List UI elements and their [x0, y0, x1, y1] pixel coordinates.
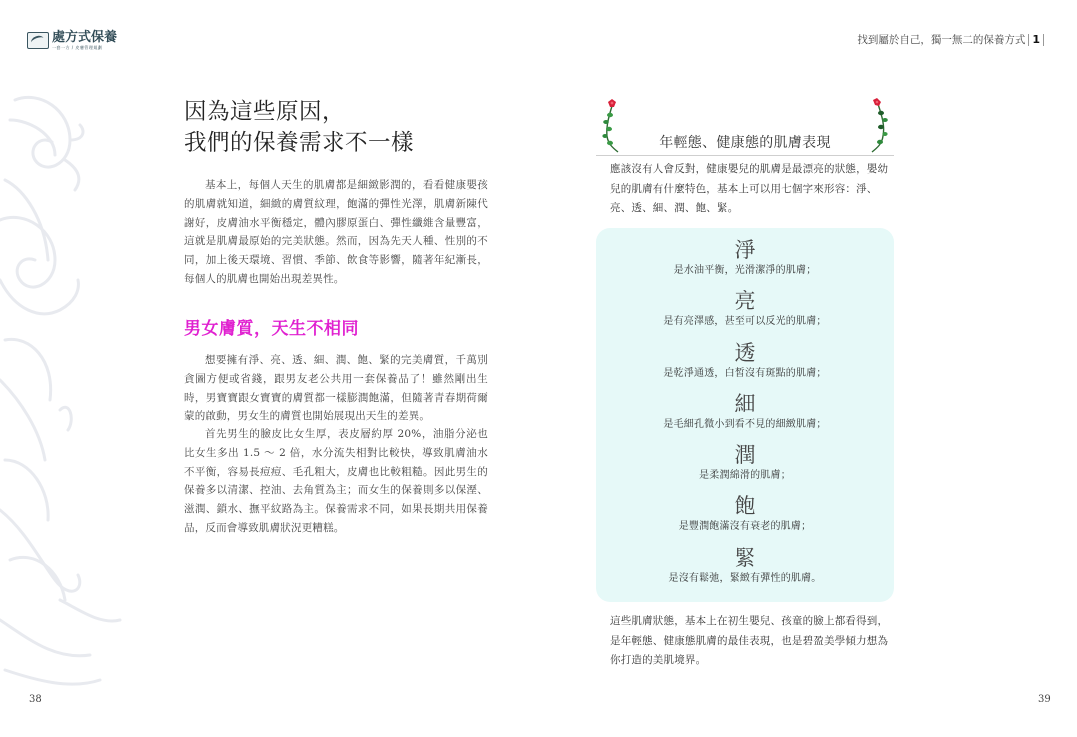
floral-ornament-icon	[0, 80, 130, 737]
trait-item	[663, 339, 826, 390]
box-title-area	[596, 98, 894, 154]
trait-desc: 是水油平衡，光滑潔淨的肌膚；	[673, 265, 817, 276]
box-title: 年輕態、健康態的肌膚表現	[659, 135, 831, 151]
trait-desc: 是有亮澤感，甚至可以反光的肌膚；	[663, 316, 827, 328]
title-divider	[596, 155, 894, 156]
intro-paragraph: 應該沒有人會反對，健康嬰兒的肌膚是最漂亮的狀態，嬰幼兒的肌膚有什麼特色，基本上可以用七個字來形容：淨、亮、透、細、潤、飽、緊。	[610, 163, 889, 214]
page-title	[184, 97, 414, 159]
trait-char: 細	[734, 391, 756, 416]
page-number-left: 38	[29, 694, 42, 705]
chapter-number: 1	[1032, 33, 1040, 46]
header-divider	[1028, 34, 1029, 46]
logo-title: 處方式保養	[52, 30, 118, 45]
trait-desc: 是乾淨通透，白皙沒有斑點的肌膚；	[663, 367, 827, 379]
body-paragraph-2: 想要擁有淨、亮、透、細、潤、飽、緊的完美膚質，千萬別貪圖方便或省錢，跟男友老公共用一套保養品了！雖然剛出生時，男寶寶跟女寶寶的膚質都一樣膨潤飽滿，但隨著青春期荷爾蒙的啟動，男女生的膚質也開始展現出天生的差異。	[184, 354, 488, 423]
trait-char: 亮	[734, 289, 756, 314]
logo-subtitle: 一套一方 / 皮膚管理規劃	[52, 45, 103, 50]
trait-char: 緊	[734, 545, 756, 570]
trait-desc: 是豐潤飽滿沒有衰老的肌膚；	[678, 521, 812, 533]
trait-item	[699, 441, 791, 492]
trait-desc: 是沒有鬆弛，緊緻有彈性的肌膚。	[668, 572, 822, 584]
outro-paragraph: 這些肌膚狀態，基本上在初生嬰兒、孩童的臉上都看得到，是年輕態、健康態肌膚的最佳表現，也是碧盈美學傾力想為你打造的美肌境界。	[610, 615, 889, 666]
trait-desc: 是毛細孔微小到看不見的細緻肌膚；	[663, 418, 827, 430]
running-header	[857, 32, 1047, 47]
trait-desc: 是柔潤綿滑的肌膚；	[699, 470, 791, 482]
logo-emblem-icon	[27, 32, 49, 49]
trait-item	[663, 287, 826, 338]
body-paragraph-3: 首先男生的臉皮比女生厚，表皮層約厚 20%，油脂分泌也比女生多出 1.5 ～ 2 倍，水分流失相對比較快，導致肌膚油水不平衡，容易長痘痘、毛孔粗大，皮膚也比較粗糙。因此男生的保養多以清潔、控油、去角質為主；而女生的保養則多以保溼、滋潤、鎖水、撫平紋路為主。保養需求不同，如果長期共用保養品，反而會導致肌膚狀況更糟糕。	[184, 428, 488, 534]
trait-item	[674, 236, 817, 287]
trait-item	[679, 492, 812, 543]
running-title: 找到屬於自己，獨一無二的保養方式	[857, 34, 1026, 46]
section-heading: 男女膚質，天生不相同	[184, 319, 359, 339]
page-number-right: 39	[1038, 694, 1051, 705]
page-title-line-2: 我們的保養需求不一樣	[184, 130, 415, 156]
trait-char: 淨	[734, 238, 756, 262]
trait-item	[663, 390, 826, 441]
publisher-logo	[27, 31, 117, 50]
trait-item	[669, 544, 822, 595]
body-paragraph-1: 基本上，每個人天生的肌膚都是細緻影潤的，看看健康嬰孩的肌膚就知道，細緻的膚質紋理，飽滿的彈性光澤，肌膚新陳代謝好，皮膚油水平衡穩定，體內膠原蛋白、彈性纖維含量豐富，這就是肌膚最原始的完美狀態。然而，因為先天人種、性別的不同，加上後天環境、習慣、季節、飲食等影響，隨著年紀漸長，每個人的肌膚也開始出現差異性。	[184, 179, 488, 285]
header-divider	[1043, 34, 1044, 46]
skin-traits-card	[596, 228, 894, 602]
page-title-line-1: 因為這些原因，	[184, 99, 346, 125]
trait-char: 透	[734, 340, 756, 365]
trait-char: 潤	[734, 443, 756, 468]
skin-traits-list	[596, 236, 894, 595]
trait-char: 飽	[734, 494, 756, 519]
